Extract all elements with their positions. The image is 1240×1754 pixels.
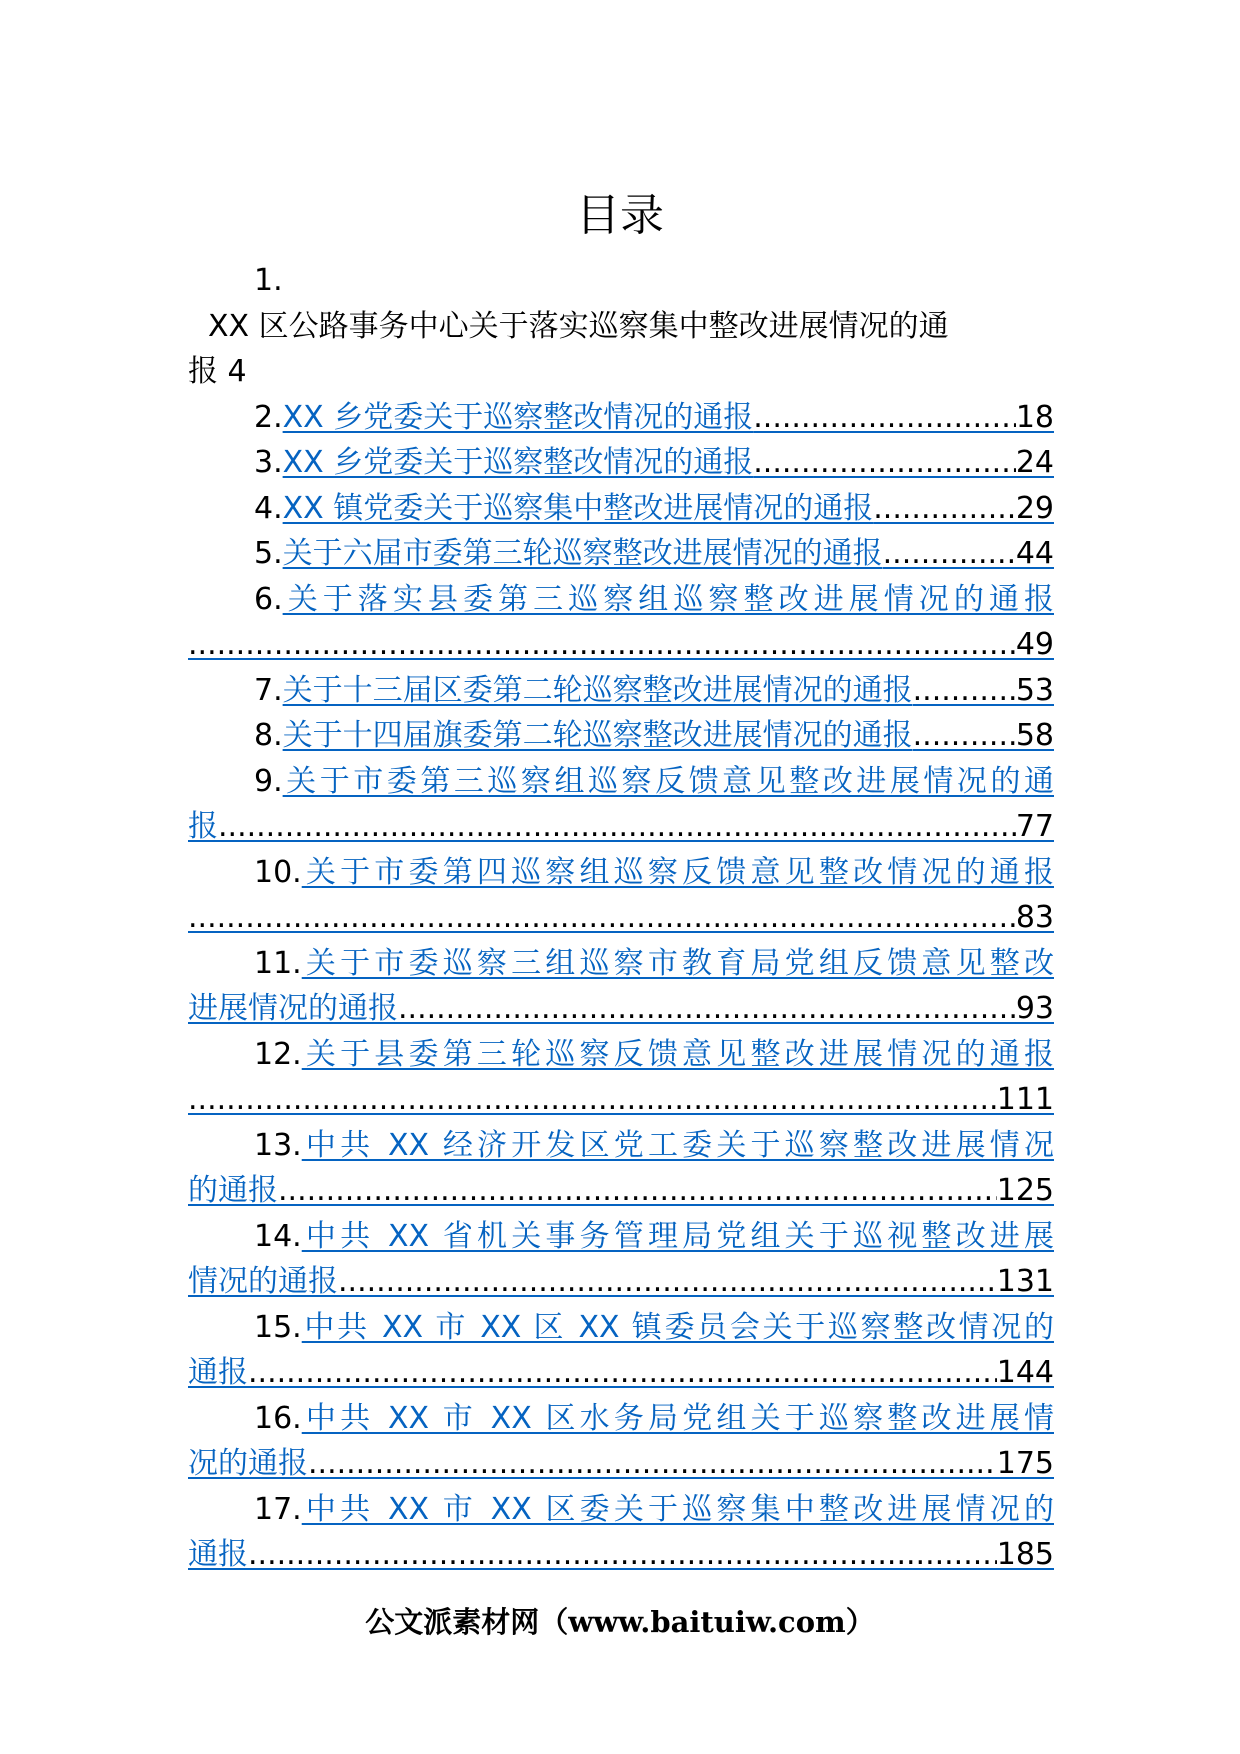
toc-entry-15[interactable] <box>188 1305 1054 1396</box>
toc-entry-number: 14. <box>254 1218 302 1254</box>
toc-entry-17[interactable] <box>188 1487 1054 1578</box>
toc-entry-line <box>188 713 1054 759</box>
leader-dots <box>218 804 1016 850</box>
toc-entry-4[interactable] <box>188 486 1054 532</box>
toc-entry-title-cont: 报 4 <box>188 354 247 389</box>
leader-dots <box>308 1441 997 1487</box>
leader-dots <box>278 1168 997 1214</box>
toc-entry-line <box>188 395 1054 441</box>
toc-entry-link[interactable]: 关于十三届区委第二轮巡察整改进展情况的通报 <box>282 672 913 708</box>
toc-page-number: 144 <box>996 1355 1054 1390</box>
toc-entry-11[interactable] <box>188 941 1054 1032</box>
toc-page-number: 175 <box>996 1446 1054 1481</box>
toc-page-number: 111 <box>996 1082 1054 1117</box>
toc-page-number: 44 <box>1015 536 1054 571</box>
toc-entry-link[interactable]: 中共 XX 经济开发区党工委关于巡察整改进展情况 <box>301 1127 1054 1163</box>
toc-entry-line-cont <box>188 1259 1054 1305</box>
toc-entry-title: XX 区公路事务中心关于落实巡察集中整改进展情况的通 <box>208 308 949 344</box>
toc-entry-number: 17. <box>254 1491 302 1527</box>
toc-entry-link[interactable]: XX 乡党委关于巡察整改情况的通报 <box>282 399 754 435</box>
leader-dots <box>398 986 1016 1032</box>
toc-entry-link-cont[interactable]: 通报 <box>188 1537 248 1572</box>
toc-entry-number: 7. <box>254 672 283 708</box>
leader-dots <box>188 1077 997 1123</box>
toc-page-number: 29 <box>1015 490 1054 526</box>
toc-page-number: 185 <box>996 1537 1054 1572</box>
toc-entry-line <box>188 1214 1054 1260</box>
toc-entry-line-cont <box>188 1168 1054 1214</box>
toc-entry-line <box>188 577 1054 623</box>
table-of-contents <box>188 258 1054 1578</box>
toc-entry-16[interactable] <box>188 1396 1054 1487</box>
toc-entry-12[interactable] <box>188 1032 1054 1123</box>
toc-entry-9[interactable] <box>188 759 1054 850</box>
toc-entry-line <box>188 440 1054 486</box>
toc-entry-link[interactable]: XX 乡党委关于巡察整改情况的通报 <box>282 445 754 480</box>
leader-dots <box>873 486 1016 532</box>
leader-dots <box>913 668 1016 714</box>
toc-entry-number: 13. <box>254 1127 302 1163</box>
toc-list <box>188 395 1054 1578</box>
toc-entry-link-cont[interactable]: 通报 <box>188 1355 248 1390</box>
toc-entry-link-cont[interactable]: 情况的通报 <box>188 1264 338 1299</box>
toc-page-number: 83 <box>1015 900 1054 935</box>
toc-entry-line-cont <box>188 1350 1054 1396</box>
toc-entry-line <box>188 486 1054 532</box>
toc-entry-line-cont <box>188 804 1054 850</box>
toc-entry-line <box>188 531 1054 577</box>
toc-entry-line <box>188 1396 1054 1442</box>
toc-entry-link[interactable]: 中共 XX 省机关事务管理局党组关于巡视整改进展 <box>301 1218 1054 1254</box>
toc-entry-number: 16. <box>254 1400 302 1436</box>
toc-entry-line <box>188 759 1054 805</box>
toc-entry-number: 12. <box>254 1036 302 1072</box>
toc-page-number: 93 <box>1015 991 1054 1026</box>
toc-entry-link[interactable]: 关于市委第四巡察组巡察反馈意见整改情况的通报 <box>301 854 1054 890</box>
toc-page-number: 53 <box>1015 672 1054 708</box>
toc-entry-number: 8. <box>254 718 283 753</box>
leader-dots <box>338 1259 997 1305</box>
toc-entry-number: 1. <box>254 263 283 298</box>
toc-page-number: 49 <box>1015 627 1054 662</box>
footer-watermark: 公文派素材网（www.baituiw.com） <box>365 1605 875 1639</box>
toc-entry-5[interactable] <box>188 531 1054 577</box>
toc-entry-line <box>188 668 1054 714</box>
toc-entry-14[interactable] <box>188 1214 1054 1305</box>
toc-entry-link-cont[interactable]: 报 <box>188 809 218 844</box>
toc-entry-number: 11. <box>254 945 302 981</box>
toc-entry-line <box>188 1032 1054 1078</box>
leader-dots <box>883 531 1016 577</box>
toc-entry-1[interactable] <box>188 258 1054 395</box>
toc-entry-line-cont <box>188 1441 1054 1487</box>
toc-entry-number: 15. <box>254 1309 302 1345</box>
toc-entry-line-cont <box>188 986 1054 1032</box>
toc-entry-line <box>188 1487 1054 1533</box>
toc-entry-link-cont[interactable]: 的通报 <box>188 1173 278 1208</box>
toc-entry-link-cont[interactable]: 况的通报 <box>188 1446 308 1481</box>
toc-entry-2[interactable] <box>188 395 1054 441</box>
toc-entry-link-cont[interactable]: 进展情况的通报 <box>188 991 398 1026</box>
toc-entry-8[interactable] <box>188 713 1054 759</box>
leader-dots <box>188 622 1016 668</box>
toc-entry-link[interactable]: XX 镇党委关于巡察集中整改进展情况的通报 <box>282 490 874 526</box>
toc-page-number: 58 <box>1015 718 1054 753</box>
toc-entry-link[interactable]: 中共 XX 市 XX 区委关于巡察集中整改进展情况的 <box>301 1491 1054 1527</box>
toc-entry-link[interactable]: 中共 XX 市 XX 区 XX 镇委员会关于巡察整改情况的 <box>301 1309 1054 1345</box>
leader-dots <box>753 440 1016 486</box>
toc-entry-link[interactable]: 关于市委第三巡察组巡察反馈意见整改进展情况的通 <box>282 763 1054 799</box>
toc-entry-line <box>188 850 1054 896</box>
toc-page-number: 24 <box>1015 445 1054 480</box>
page-title: 目录 <box>576 190 664 241</box>
toc-entry-number: 10. <box>254 854 302 890</box>
toc-entry-line <box>188 1123 1054 1169</box>
toc-entry-number: 5. <box>254 536 283 571</box>
toc-entry-link[interactable]: 关于落实县委第三巡察组巡察整改进展情况的通报 <box>282 581 1054 617</box>
toc-entry-link[interactable]: 关于市委巡察三组巡察市教育局党组反馈意见整改 <box>301 945 1054 981</box>
toc-entry-link[interactable]: 关于六届市委第三轮巡察整改进展情况的通报 <box>282 536 883 571</box>
toc-entry-link[interactable]: 关于县委第三轮巡察反馈意见整改进展情况的通报 <box>301 1036 1054 1072</box>
leader-dots <box>248 1532 997 1578</box>
leader-dots <box>753 395 1016 441</box>
toc-entry-6[interactable] <box>188 577 1054 668</box>
toc-page-number: 77 <box>1015 809 1054 844</box>
toc-entry-number: 9. <box>254 763 283 799</box>
toc-entry-line-cont <box>188 622 1054 668</box>
toc-entry-10[interactable] <box>188 850 1054 941</box>
toc-entry-link[interactable]: 中共 XX 市 XX 区水务局党组关于巡察整改进展情 <box>301 1400 1054 1436</box>
toc-entry-line <box>188 941 1054 987</box>
toc-entry-13[interactable] <box>188 1123 1054 1214</box>
toc-entry-line-cont <box>188 895 1054 941</box>
leader-dots <box>188 895 1016 941</box>
toc-entry-line-cont <box>188 1077 1054 1123</box>
toc-entry-number: 4. <box>254 490 283 526</box>
toc-entry-3[interactable] <box>188 440 1054 486</box>
toc-page-number: 18 <box>1015 399 1054 435</box>
toc-entry-line <box>188 1305 1054 1351</box>
leader-dots <box>248 1350 997 1396</box>
toc-page-number: 131 <box>996 1264 1054 1299</box>
toc-entry-number: 2. <box>254 399 283 435</box>
leader-dots <box>913 713 1016 759</box>
toc-entry-7[interactable] <box>188 668 1054 714</box>
toc-page-number: 125 <box>996 1173 1054 1208</box>
toc-entry-number: 3. <box>254 445 283 480</box>
toc-entry-link[interactable]: 关于十四届旗委第二轮巡察整改进展情况的通报 <box>282 718 913 753</box>
toc-entry-number: 6. <box>254 581 283 617</box>
toc-entry-line-cont <box>188 1532 1054 1578</box>
